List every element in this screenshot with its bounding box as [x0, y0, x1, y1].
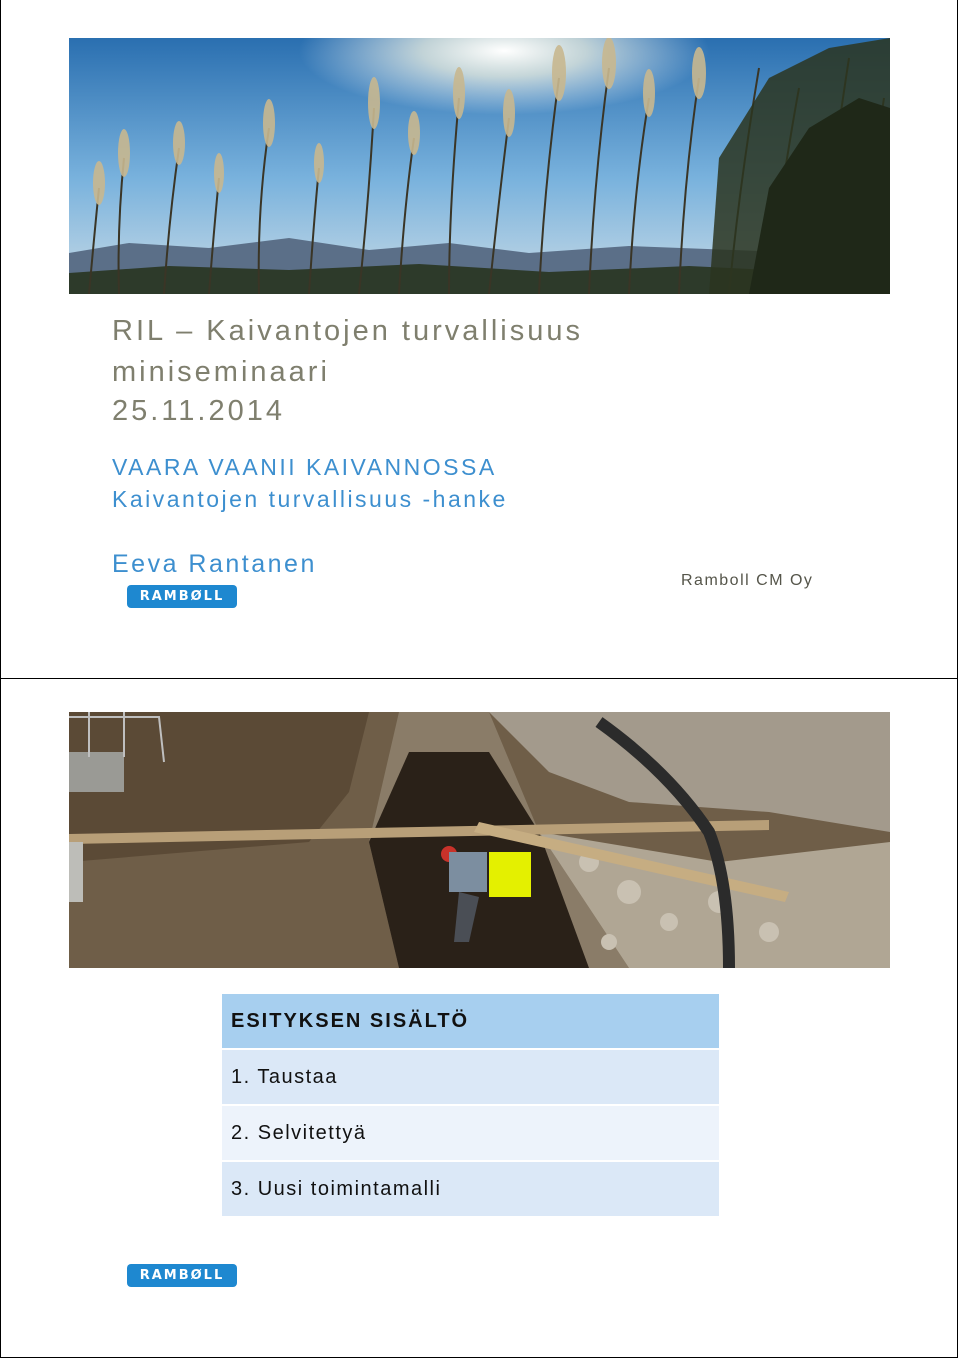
table-of-contents: [222, 994, 719, 1216]
subtitle-line-1: VAARA VAANII KAIVANNOSSA: [112, 454, 497, 480]
logo-text: RAMBØLL: [139, 589, 225, 604]
ramboll-logo: [127, 585, 237, 608]
reeds-sky-illustration: [69, 38, 890, 294]
title-line-1: RIL – Kaivantojen turvallisuus: [112, 315, 583, 347]
toc-item: 1. Taustaa: [222, 1048, 719, 1104]
presenter-name: Eeva Rantanen: [112, 550, 317, 578]
title-date: 25.11.2014: [112, 395, 285, 427]
company-name: Ramboll CM Oy: [681, 572, 814, 589]
contents-slide: [0, 678, 958, 1358]
ramboll-logo: [127, 1264, 237, 1287]
subtitle-line-2: Kaivantojen turvallisuus -hanke: [112, 486, 508, 512]
excavation-trench-illustration: [69, 712, 890, 968]
toc-item: 2. Selvitettyä: [222, 1104, 719, 1160]
excavation-trench-photo: [69, 712, 890, 968]
reeds-sky-photo: [69, 38, 890, 294]
toc-title: ESITYKSEN SISÄLTÖ: [222, 994, 719, 1048]
title-slide: [0, 0, 958, 680]
toc-item: 3. Uusi toimintamalli: [222, 1160, 719, 1216]
logo-text: RAMBØLL: [139, 1268, 225, 1283]
title-line-2: miniseminaari: [112, 356, 330, 388]
